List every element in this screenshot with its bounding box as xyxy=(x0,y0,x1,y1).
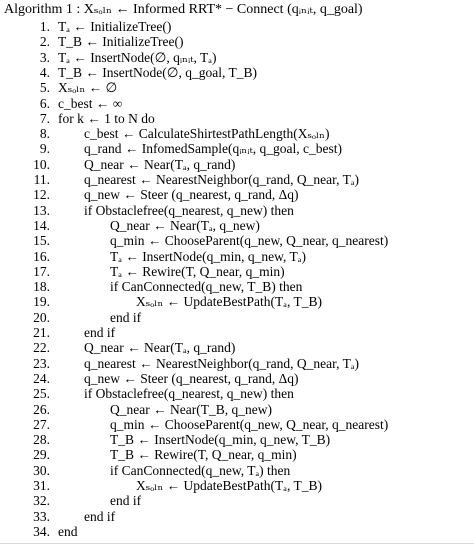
line-number: 24. xyxy=(33,370,50,386)
line-number: 5. xyxy=(39,80,50,96)
line-code: Q_near ← Near(Tₐ, q_rand) xyxy=(84,156,236,172)
line-number: 15. xyxy=(33,233,50,249)
line-code: end xyxy=(58,523,78,539)
line-number: 20. xyxy=(33,309,50,325)
line-number: 34. xyxy=(33,523,50,539)
line-number: 2. xyxy=(39,34,50,50)
line-code: Tₐ ← Rewire(T, Q_near, q_min) xyxy=(110,263,285,279)
line-code: if Obstaclefree(q_nearest, q_new) then xyxy=(84,386,294,402)
line-code: q_min ← ChooseParent(q_new, Q_near, q_nearest) xyxy=(110,233,389,249)
line-number: 21. xyxy=(33,325,50,340)
line-code: q_nearest ← NearestNeighbor(q_rand, Q_near, Tₐ) xyxy=(84,355,360,371)
line-number: 13. xyxy=(33,202,50,218)
line-number: 3. xyxy=(39,49,50,65)
line-number: 32. xyxy=(33,493,50,509)
line-code: end if xyxy=(84,508,116,524)
line-number: 22. xyxy=(33,340,50,356)
line-code: Xₛₒₗₙ ← UpdateBestPath(Tₐ, T_B) xyxy=(136,294,322,310)
line-code: end if xyxy=(110,309,142,325)
line-code: if CanConnected(q_new, Tₐ) then xyxy=(110,462,291,478)
line-number: 31. xyxy=(33,478,50,493)
line-number: 10. xyxy=(33,156,50,172)
line-number: 9. xyxy=(39,141,50,157)
line-number: 7. xyxy=(39,110,50,126)
line-number: 28. xyxy=(33,432,50,448)
line-number: 27. xyxy=(33,416,50,432)
line-code: Xₛₒₗₙ ← UpdateBestPath(Tₐ, T_B) xyxy=(136,478,322,493)
line-code: if CanConnected(q_new, T_B) then xyxy=(110,279,303,295)
line-number: 25. xyxy=(33,386,50,402)
line-number: 33. xyxy=(33,508,50,524)
line-code: c_best ← CalculateShirtestPathLength(Xₛₒₗₙ) xyxy=(84,126,330,142)
line-number: 18. xyxy=(33,279,50,295)
line-number: 12. xyxy=(33,187,50,203)
line-number: 6. xyxy=(39,95,50,111)
line-code: Q_near ← Near(Tₐ, q_new) xyxy=(110,217,260,233)
line-number: 26. xyxy=(33,401,50,417)
line-number: 8. xyxy=(39,126,50,142)
line-code: Q_near ← Near(Tₐ, q_rand) xyxy=(84,340,236,356)
line-number: 14. xyxy=(33,217,50,233)
line-code: Tₐ ← InsertNode(q_min, q_new, Tₐ) xyxy=(110,248,306,264)
line-number: 29. xyxy=(33,447,50,463)
line-code: q_min ← ChooseParent(q_new, Q_near, q_nearest) xyxy=(110,416,389,432)
line-code: Tₐ ← InsertNode(∅, qᵢₙᵢₜ, Tₐ) xyxy=(58,49,217,65)
line-number: 23. xyxy=(33,355,50,371)
line-number: 30. xyxy=(33,462,50,478)
line-code: for k ← 1 to N do xyxy=(58,110,155,126)
line-code: end if xyxy=(84,325,116,340)
line-code: c_best ← ∞ xyxy=(58,95,123,111)
line-number: 19. xyxy=(33,294,50,310)
line-code: q_nearest ← NearestNeighbor(q_rand, Q_near, Tₐ) xyxy=(84,172,360,187)
line-code: q_rand ← InfomedSample(qᵢₙᵢₜ, q_goal, c_best) xyxy=(84,141,343,157)
line-code: T_B ← InsertNode(∅, q_goal, T_B) xyxy=(58,64,257,80)
line-number: 4. xyxy=(39,64,50,80)
line-code: if Obstaclefree(q_nearest, q_new) then xyxy=(84,202,294,218)
line-code: Tₐ ← InitializeTree() xyxy=(58,19,172,34)
line-code: T_B ← InsertNode(q_min, q_new, T_B) xyxy=(110,432,331,448)
line-code: q_new ← Steer (q_nearest, q_rand, Δq) xyxy=(84,370,299,386)
line-number: 16. xyxy=(33,248,50,264)
line-code: end if xyxy=(110,493,142,509)
line-code: T_B ← Rewire(T, Q_near, q_min) xyxy=(110,447,297,463)
algorithm-header-text: Algorithm 1 : Xₛₒₗₙ ← Informed RRT* − Connect (qᵢₙᵢₜ, q_goal) xyxy=(4,2,363,17)
line-number: 11. xyxy=(33,172,50,187)
line-code: Q_near ← Near(T_B, q_new) xyxy=(110,401,272,417)
line-code: Xₛₒₗₙ ← ∅ xyxy=(58,80,118,96)
line-number: 1. xyxy=(39,19,50,34)
line-code: T_B ← InitializeTree() xyxy=(58,34,184,50)
line-number: 17. xyxy=(33,263,50,279)
line-code: q_new ← Steer (q_nearest, q_rand, Δq) xyxy=(84,187,299,203)
